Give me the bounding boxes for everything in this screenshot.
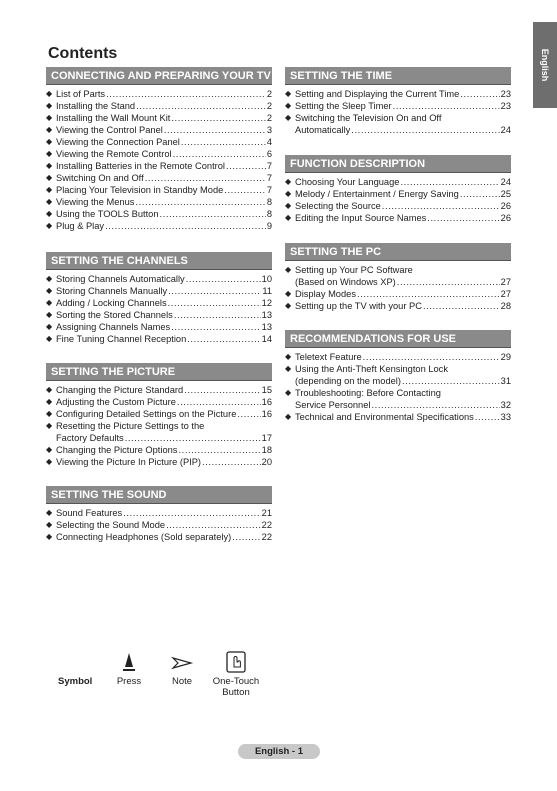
diamond-bullet-icon: ◆: [285, 177, 292, 186]
one-touch-label-2: Button: [222, 687, 250, 698]
leader-dots: [460, 88, 499, 100]
diamond-bullet-icon: ◆: [46, 322, 53, 331]
toc-entry-label: Configuring Detailed Settings on the Picture: [56, 409, 237, 419]
section-heading: SETTING THE TIME: [285, 67, 511, 85]
toc-entry-label: Sorting the Stored Channels: [56, 310, 173, 320]
toc-entry-page: 2: [266, 113, 272, 123]
press-label: Press: [116, 676, 142, 687]
toc-entry-page: 27: [500, 289, 511, 299]
leader-dots: [184, 384, 261, 396]
toc-entry[interactable]: [46, 396, 272, 408]
toc-entry[interactable]: [46, 160, 272, 172]
leader-dots: [226, 160, 266, 172]
diamond-bullet-icon: ◆: [46, 197, 53, 206]
section-heading: SETTING THE CHANNELS: [46, 252, 272, 270]
toc-entry-label: Switching the Television On and Off: [295, 113, 442, 123]
toc-entry[interactable]: [46, 384, 272, 396]
leader-dots: [357, 288, 500, 300]
diamond-bullet-icon: ◆: [46, 532, 53, 541]
toc-entry-label: Changing the Picture Standard: [56, 385, 184, 395]
toc-entry[interactable]: [285, 88, 511, 100]
diamond-bullet-icon: ◆: [285, 101, 292, 110]
diamond-bullet-icon: ◆: [285, 113, 292, 122]
toc-entry-page: 27: [500, 277, 511, 287]
toc-entry-page: 20: [261, 457, 272, 467]
toc-entry-label: Installing Batteries in the Remote Control: [56, 161, 225, 171]
toc-entry-page: 3: [266, 125, 272, 135]
diamond-bullet-icon: ◆: [46, 137, 53, 146]
toc-entry-label-cont: Automatically: [295, 125, 351, 135]
leader-dots: [460, 188, 500, 200]
one-touch-label-1: One-Touch: [212, 676, 260, 687]
diamond-bullet-icon: ◆: [285, 213, 292, 222]
toc-entry[interactable]: [46, 124, 272, 136]
toc-entry-page: 13: [261, 310, 272, 320]
language-tab-label: English: [540, 48, 550, 82]
leader-dots: [181, 136, 266, 148]
diamond-bullet-icon: ◆: [46, 286, 53, 295]
leader-dots: [136, 100, 266, 112]
toc-entry-page: 23: [500, 89, 511, 99]
note-label: Note: [171, 676, 193, 687]
toc-entry[interactable]: [285, 363, 511, 387]
toc-entry-label: Installing the Wall Mount Kit: [56, 113, 171, 123]
toc-entry-label: Sound Features: [56, 508, 123, 518]
leader-dots: [164, 124, 266, 136]
leader-dots: [237, 408, 260, 420]
toc-entry[interactable]: [46, 309, 272, 321]
toc-entry-label-cont: (depending on the model): [295, 376, 401, 386]
toc-section: [46, 67, 272, 232]
diamond-bullet-icon: ◆: [46, 508, 53, 517]
toc-entry-page: 10: [261, 274, 272, 284]
toc-section: [46, 363, 272, 468]
toc-entry[interactable]: [46, 408, 272, 420]
toc-entry-page: 12: [261, 298, 272, 308]
leader-dots: [427, 212, 499, 224]
toc-entry-label: Assigning Channels Names: [56, 322, 171, 332]
toc-entry-label: Using the TOOLS Button: [56, 209, 159, 219]
toc-entry-label: Installing the Stand: [56, 101, 136, 111]
leader-dots: [125, 432, 261, 444]
toc-entry[interactable]: [46, 196, 272, 208]
leader-dots: [171, 112, 265, 124]
toc-entry-page: 24: [500, 125, 511, 135]
toc-entry-label: Setting up Your PC Software: [295, 265, 413, 275]
toc-entry-label: Switching On and Off: [56, 173, 144, 183]
toc-entry-page: 17: [261, 433, 272, 443]
toc-entry[interactable]: [46, 456, 272, 468]
diamond-bullet-icon: ◆: [46, 520, 53, 529]
toc-entry-label-cont: Factory Defaults: [56, 433, 124, 443]
leader-dots: [363, 351, 500, 363]
toc-entry-page: 29: [500, 352, 511, 362]
section-heading: RECOMMENDATIONS FOR USE: [285, 330, 511, 348]
toc-entry-label: Viewing the Menus: [56, 197, 135, 207]
leader-dots: [106, 88, 266, 100]
toc-entry-page: 7: [266, 161, 272, 171]
toc-entry[interactable]: [46, 297, 272, 309]
toc-entry-page: 7: [266, 185, 272, 195]
toc-entry[interactable]: [46, 519, 272, 531]
diamond-bullet-icon: ◆: [46, 149, 53, 158]
leader-dots: [178, 444, 260, 456]
toc-entry-label: Technical and Environmental Specifications: [295, 412, 474, 422]
section-heading: FUNCTION DESCRIPTION: [285, 155, 511, 173]
toc-entry[interactable]: [46, 220, 272, 232]
toc-entry-page: 16: [261, 409, 272, 419]
toc-entry-label: Viewing the Remote Control: [56, 149, 172, 159]
toc-entry-page: 26: [500, 201, 511, 211]
toc-entry[interactable]: [285, 200, 511, 212]
leader-dots: [371, 399, 499, 411]
leader-dots: [423, 300, 500, 312]
leader-dots: [202, 456, 261, 468]
toc-entry-page: 23: [500, 101, 511, 111]
note-symbol: [160, 650, 204, 687]
toc-entry-page: 21: [261, 508, 272, 518]
toc-entry[interactable]: [46, 507, 272, 519]
toc-entry-label: Storing Channels Automatically: [56, 274, 185, 284]
diamond-bullet-icon: ◆: [285, 364, 292, 373]
leader-dots: [475, 411, 500, 423]
toc-entry[interactable]: [46, 333, 272, 345]
toc-entry-page: 15: [261, 385, 272, 395]
one-touch-symbol: [208, 650, 264, 698]
toc-entry-page: 32: [500, 400, 511, 410]
leader-dots: [177, 396, 261, 408]
diamond-bullet-icon: ◆: [46, 445, 53, 454]
toc-section: [285, 330, 511, 423]
toc-section: [46, 252, 272, 345]
diamond-bullet-icon: ◆: [46, 113, 53, 122]
diamond-bullet-icon: ◆: [285, 201, 292, 210]
toc-section: [285, 67, 511, 136]
toc-entry[interactable]: [285, 188, 511, 200]
toc-entry-label: Display Modes: [295, 289, 356, 299]
toc-entry-label: Plug & Play: [56, 221, 105, 231]
toc-entry-label: Storing Channels Manually: [56, 286, 168, 296]
toc-entry[interactable]: [285, 351, 511, 363]
toc-section: [285, 243, 511, 312]
note-icon: [170, 650, 194, 674]
toc-entry[interactable]: [46, 321, 272, 333]
leader-dots: [166, 519, 261, 531]
section-heading: CONNECTING AND PREPARING YOUR TV: [46, 67, 272, 85]
leader-dots: [351, 124, 499, 136]
leader-dots: [400, 176, 499, 188]
leader-dots: [186, 273, 261, 285]
toc-entry[interactable]: [46, 208, 272, 220]
leader-dots: [168, 297, 261, 309]
diamond-bullet-icon: ◆: [46, 274, 53, 283]
leader-dots: [168, 285, 261, 297]
diamond-bullet-icon: ◆: [285, 301, 292, 310]
toc-entry-label: Resetting the Picture Settings to the: [56, 421, 205, 431]
diamond-bullet-icon: ◆: [46, 101, 53, 110]
toc-entry[interactable]: [285, 387, 511, 411]
toc-entry-page: 13: [261, 322, 272, 332]
toc-entry-label: Selecting the Sound Mode: [56, 520, 166, 530]
leader-dots: [187, 333, 260, 345]
diamond-bullet-icon: ◆: [46, 298, 53, 307]
toc-entry-label-cont: (Based on Windows XP): [295, 277, 396, 287]
toc-entry-label: Melody / Entertainment / Energy Saving: [295, 189, 459, 199]
toc-entry-label: Placing Your Television in Standby Mode: [56, 185, 224, 195]
toc-entry-label: Choosing Your Language: [295, 177, 400, 187]
diamond-bullet-icon: ◆: [46, 161, 53, 170]
toc-entry[interactable]: [285, 176, 511, 188]
toc-entry[interactable]: [46, 172, 272, 184]
diamond-bullet-icon: ◆: [46, 385, 53, 394]
toc-entry-label: Changing the Picture Options: [56, 445, 178, 455]
diamond-bullet-icon: ◆: [46, 334, 53, 343]
toc-entry-page: 18: [261, 445, 272, 455]
toc-entry[interactable]: [46, 136, 272, 148]
toc-entry[interactable]: [285, 212, 511, 224]
toc-entry-page: 31: [500, 376, 511, 386]
leader-dots: [173, 148, 266, 160]
toc-entry-page: 14: [261, 334, 272, 344]
diamond-bullet-icon: ◆: [46, 89, 53, 98]
toc-entry-page: 25: [500, 189, 511, 199]
toc-entry-page: 24: [500, 177, 511, 187]
toc-section: [285, 155, 511, 224]
leader-dots: [232, 531, 260, 543]
section-heading: SETTING THE SOUND: [46, 486, 272, 504]
toc-entry-label: Using the Anti-Theft Kensington Lock: [295, 364, 448, 374]
leader-dots: [135, 196, 265, 208]
toc-entry-page: 4: [266, 137, 272, 147]
toc-entry[interactable]: [46, 100, 272, 112]
toc-entry[interactable]: [285, 288, 511, 300]
toc-entry-page: 26: [500, 213, 511, 223]
toc-entry-page: 9: [266, 221, 272, 231]
press-symbol: [106, 650, 152, 687]
toc-entry-page: 2: [266, 101, 272, 111]
toc-entry-label: Setting the Sleep Timer: [295, 101, 392, 111]
leader-dots: [402, 375, 500, 387]
leader-dots: [171, 321, 260, 333]
toc-entry-label: Adjusting the Custom Picture: [56, 397, 176, 407]
diamond-bullet-icon: ◆: [285, 265, 292, 274]
toc-entry-label: Editing the Input Source Names: [295, 213, 427, 223]
toc-entry-page: 28: [500, 301, 511, 311]
toc-entry-label: Setting up the TV with your PC: [295, 301, 422, 311]
toc-entry-page: 16: [261, 397, 272, 407]
toc-entry[interactable]: [46, 531, 272, 543]
toc-entry-label: Fine Tuning Channel Reception: [56, 334, 187, 344]
leader-dots: [174, 309, 261, 321]
toc-entry[interactable]: [46, 112, 272, 124]
press-icon: [119, 650, 139, 674]
leader-dots: [145, 172, 266, 184]
toc-entry-page: 6: [266, 149, 272, 159]
toc-entry[interactable]: [46, 88, 272, 100]
toc-entry[interactable]: [285, 264, 511, 288]
leader-dots: [393, 100, 500, 112]
leader-dots: [160, 208, 266, 220]
toc-entry-page: 22: [261, 532, 272, 542]
diamond-bullet-icon: ◆: [46, 421, 53, 430]
toc-entry-label: List of Parts: [56, 89, 106, 99]
diamond-bullet-icon: ◆: [285, 388, 292, 397]
diamond-bullet-icon: ◆: [46, 221, 53, 230]
one-touch-button-icon: [225, 650, 247, 674]
diamond-bullet-icon: ◆: [46, 209, 53, 218]
symbol-heading: Symbol: [58, 676, 93, 687]
section-heading: SETTING THE PC: [285, 243, 511, 261]
toc-entry[interactable]: [46, 184, 272, 196]
toc-entry-page: 8: [266, 197, 272, 207]
leader-dots: [397, 276, 500, 288]
toc-entry[interactable]: [46, 285, 272, 297]
diamond-bullet-icon: ◆: [46, 457, 53, 466]
language-tab: [533, 22, 557, 108]
toc-entry[interactable]: [46, 273, 272, 285]
toc-entry[interactable]: [46, 444, 272, 456]
leader-dots: [123, 507, 261, 519]
toc-entry-label: Troubleshooting: Before Contacting: [295, 388, 441, 398]
diamond-bullet-icon: ◆: [285, 89, 292, 98]
page-number-footer: English - 1: [238, 744, 320, 759]
symbol-legend: [58, 650, 278, 710]
toc-entry-label: Connecting Headphones (Sold separately): [56, 532, 232, 542]
toc-entry-label: Adding / Locking Channels: [56, 298, 167, 308]
diamond-bullet-icon: ◆: [46, 310, 53, 319]
toc-entry-label: Teletext Feature: [295, 352, 362, 362]
toc-entry-page: 22: [261, 520, 272, 530]
toc-section: [46, 486, 272, 543]
toc-entry-label-cont: Service Personnel: [295, 400, 371, 410]
diamond-bullet-icon: ◆: [46, 125, 53, 134]
toc-entry-label: Setting and Displaying the Current Time: [295, 89, 460, 99]
diamond-bullet-icon: ◆: [46, 409, 53, 418]
toc-entry-page: 7: [266, 173, 272, 183]
toc-entry[interactable]: [285, 300, 511, 312]
toc-entry-label: Viewing the Control Panel: [56, 125, 163, 135]
toc-entry-page: 8: [266, 209, 272, 219]
toc-entry[interactable]: [285, 100, 511, 112]
toc-entry-label: Selecting the Source: [295, 201, 381, 211]
leader-dots: [382, 200, 500, 212]
toc-entry-page: 33: [500, 412, 511, 422]
toc-entry-page: 11: [262, 286, 272, 296]
section-heading: SETTING THE PICTURE: [46, 363, 272, 381]
diamond-bullet-icon: ◆: [285, 412, 292, 421]
diamond-bullet-icon: ◆: [285, 189, 292, 198]
diamond-bullet-icon: ◆: [46, 185, 53, 194]
toc-entry[interactable]: [285, 411, 511, 423]
toc-entry-label: Viewing the Connection Panel: [56, 137, 180, 147]
leader-dots: [105, 220, 266, 232]
toc-entry-page: 2: [266, 89, 272, 99]
toc-entry[interactable]: [46, 148, 272, 160]
toc-entry-label: Viewing the Picture In Picture (PIP): [56, 457, 202, 467]
diamond-bullet-icon: ◆: [285, 289, 292, 298]
leader-dots: [224, 184, 266, 196]
page-title: Contents: [48, 45, 118, 62]
diamond-bullet-icon: ◆: [46, 173, 53, 182]
toc-entry[interactable]: [46, 420, 272, 444]
toc-entry[interactable]: [285, 112, 511, 136]
diamond-bullet-icon: ◆: [285, 352, 292, 361]
diamond-bullet-icon: ◆: [46, 397, 53, 406]
